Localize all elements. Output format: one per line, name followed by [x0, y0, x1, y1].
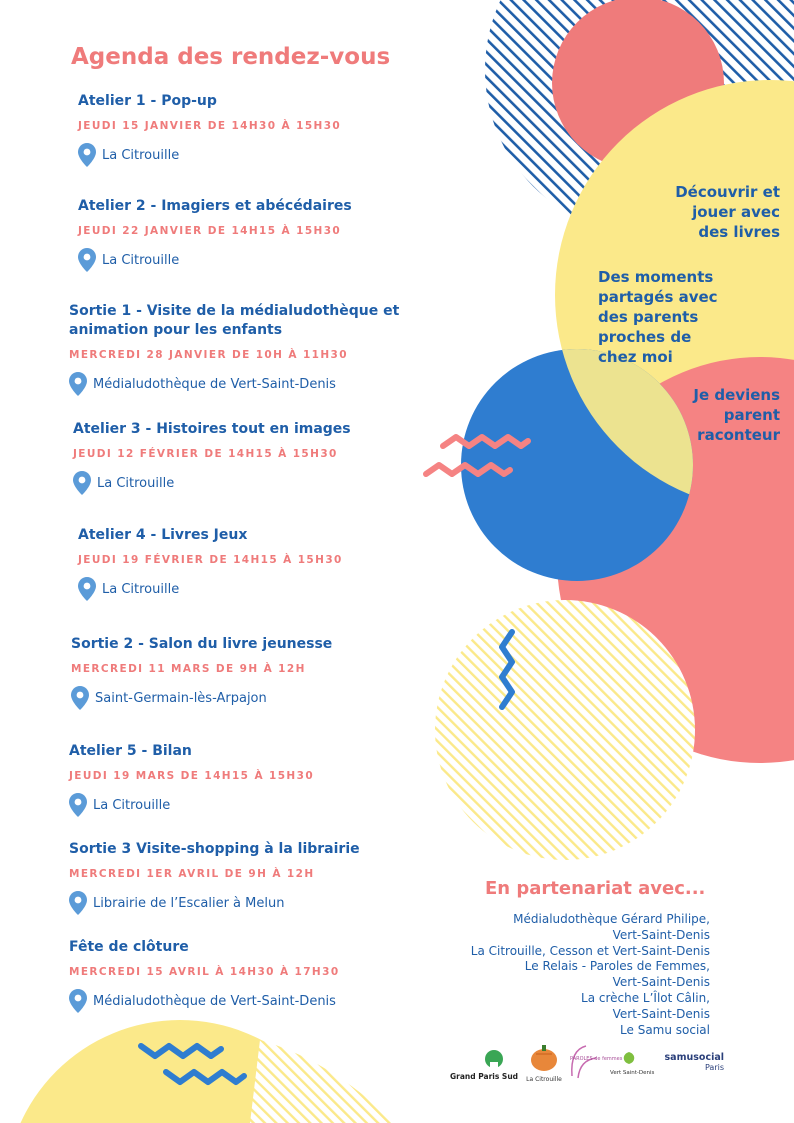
- logo-vert-saint-denis-text: Vert Saint-Denis: [610, 1070, 655, 1076]
- partner-line: La crèche L’Îlot Câlin,: [581, 990, 710, 1005]
- event-date: MERCREDI 11 MARS DE 9H À 12H: [71, 663, 306, 675]
- partner-line: Vert-Saint-Denis: [612, 1006, 710, 1021]
- logo-vert-saint-denis: [610, 1050, 655, 1078]
- event-title: Atelier 1 - Pop-up: [78, 93, 217, 109]
- event-item: [78, 197, 352, 272]
- event-date: MERCREDI 1ER AVRIL DE 9H À 12H: [69, 868, 315, 880]
- event-location-text: La Citrouille: [102, 581, 180, 597]
- event-item: [69, 840, 360, 915]
- logo-samusocial-text: samusocial: [664, 1052, 724, 1063]
- event-item: [69, 742, 314, 817]
- event-item: [69, 302, 399, 396]
- partner-line: Médialudothèque Gérard Philipe,: [513, 912, 710, 926]
- slogan-line: Je deviens: [693, 386, 780, 404]
- event-title: Atelier 3 - Histoires tout en images: [73, 421, 351, 437]
- logo-grand-paris-sud: [450, 1048, 520, 1082]
- location-pin-icon: [73, 471, 91, 495]
- partner-line: Vert-Saint-Denis: [612, 975, 710, 990]
- slogan-line: Découvrir et: [675, 183, 780, 201]
- vert-saint-denis-leaf-icon: [610, 1050, 648, 1066]
- slogan-line: des livres: [698, 223, 780, 241]
- event-title: Atelier 5 - Bilan: [69, 743, 192, 759]
- logo-grand-paris-sud-text: Grand Paris Sud: [450, 1072, 519, 1081]
- event-location: [78, 577, 343, 601]
- event-title: Sortie 3 Visite-shopping à la librairie: [69, 841, 360, 857]
- slogan-line: Des moments: [598, 268, 714, 286]
- location-pin-icon: [78, 577, 96, 601]
- location-pin-icon: [69, 793, 87, 817]
- event-title: Atelier 4 - Livres Jeux: [78, 527, 248, 543]
- event-location: [69, 891, 360, 915]
- logo-paroles-de-femmes: [566, 1040, 623, 1084]
- partner-logos: [448, 1040, 778, 1084]
- partner-line: Vert-Saint-Denis: [612, 927, 710, 942]
- slogan-line: des parents: [598, 308, 699, 326]
- partner-line: Le Relais - Paroles de Femmes,: [524, 959, 710, 974]
- event-date: JEUDI 19 FÉVRIER DE 14H15 À 15H30: [78, 554, 343, 566]
- logo-la-citrouille-text: La Citrouille: [526, 1076, 562, 1083]
- event-location-text: Médialudothèque de Vert-Saint-Denis: [93, 993, 336, 1009]
- event-location: [78, 248, 352, 272]
- event-item: [69, 938, 340, 1013]
- event-location: [71, 686, 332, 710]
- event-item: [78, 92, 341, 167]
- location-pin-icon: [78, 143, 96, 167]
- event-date: JEUDI 22 JANVIER DE 14H15 À 15H30: [78, 225, 342, 237]
- logo-paroles-text: PAROLES de femmes: [570, 1056, 623, 1062]
- event-date: MERCREDI 15 AVRIL À 14H30 À 17H30: [69, 966, 340, 978]
- slogan-line: raconteur: [697, 426, 780, 444]
- event-location: [73, 471, 351, 495]
- event-location-text: La Citrouille: [102, 147, 180, 163]
- event-item: [71, 635, 332, 710]
- striped-yellow-circle: [435, 600, 695, 860]
- slogan-line: partagés avec: [598, 288, 718, 306]
- event-item: [73, 420, 351, 495]
- event-date: MERCREDI 28 JANVIER DE 10H À 11H30: [69, 349, 348, 361]
- location-pin-icon: [69, 372, 87, 396]
- slogan-parent: [693, 385, 780, 445]
- logo-samusocial-sub: Paris: [704, 1063, 724, 1072]
- partner-line: Le Samu social: [620, 1022, 710, 1037]
- partners-title: En partenariat avec...: [485, 878, 706, 899]
- slogan-line: jouer avec: [692, 203, 780, 221]
- event-location: [69, 372, 399, 396]
- event-title-line2: animation pour les enfants: [69, 322, 283, 338]
- location-pin-icon: [69, 891, 87, 915]
- logo-la-citrouille: [526, 1042, 562, 1082]
- paroles-de-femmes-mark-icon: [566, 1040, 604, 1084]
- event-date: JEUDI 15 JANVIER DE 14H30 À 15H30: [78, 120, 342, 132]
- event-location-text: La Citrouille: [102, 252, 180, 268]
- location-pin-icon: [78, 248, 96, 272]
- event-title: Atelier 2 - Imagiers et abécédaires: [78, 198, 352, 214]
- event-item: [78, 526, 343, 601]
- location-pin-icon: [69, 989, 87, 1013]
- partners-list: [471, 912, 710, 1038]
- partner-line: La Citrouille, Cesson et Vert-Saint-Denis: [470, 943, 710, 958]
- page-title: Agenda des rendez-vous: [71, 44, 391, 70]
- grand-paris-sud-mark-icon: [450, 1048, 520, 1068]
- slogan-line: chez moi: [598, 348, 673, 366]
- event-location-text: Saint-Germain-lès-Arpajon: [95, 690, 267, 706]
- event-location: [78, 143, 341, 167]
- event-date: JEUDI 12 FÉVRIER DE 14H15 À 15H30: [73, 448, 338, 460]
- event-title: Fête de clôture: [69, 939, 189, 955]
- event-location-text: La Citrouille: [93, 797, 171, 813]
- event-date: JEUDI 19 MARS DE 14H15 À 15H30: [69, 770, 315, 782]
- location-pin-icon: [71, 686, 89, 710]
- event-title: Sortie 1 - Visite de la médialudothèque et: [69, 303, 400, 319]
- slogan-moments: [598, 267, 718, 367]
- pumpkin-icon: [526, 1042, 562, 1072]
- event-location-text: La Citrouille: [97, 475, 175, 491]
- event-location-text: Médialudothèque de Vert-Saint-Denis: [93, 376, 336, 392]
- slogan-line: parent: [723, 406, 780, 424]
- event-location-text: Librairie de l’Escalier à Melun: [93, 895, 285, 911]
- event-location: [69, 793, 314, 817]
- event-location: [69, 989, 340, 1013]
- slogan-discover: [675, 182, 780, 242]
- slogan-line: proches de: [598, 328, 692, 346]
- logo-samusocial: [654, 1052, 724, 1078]
- event-title: Sortie 2 - Salon du livre jeunesse: [71, 636, 333, 652]
